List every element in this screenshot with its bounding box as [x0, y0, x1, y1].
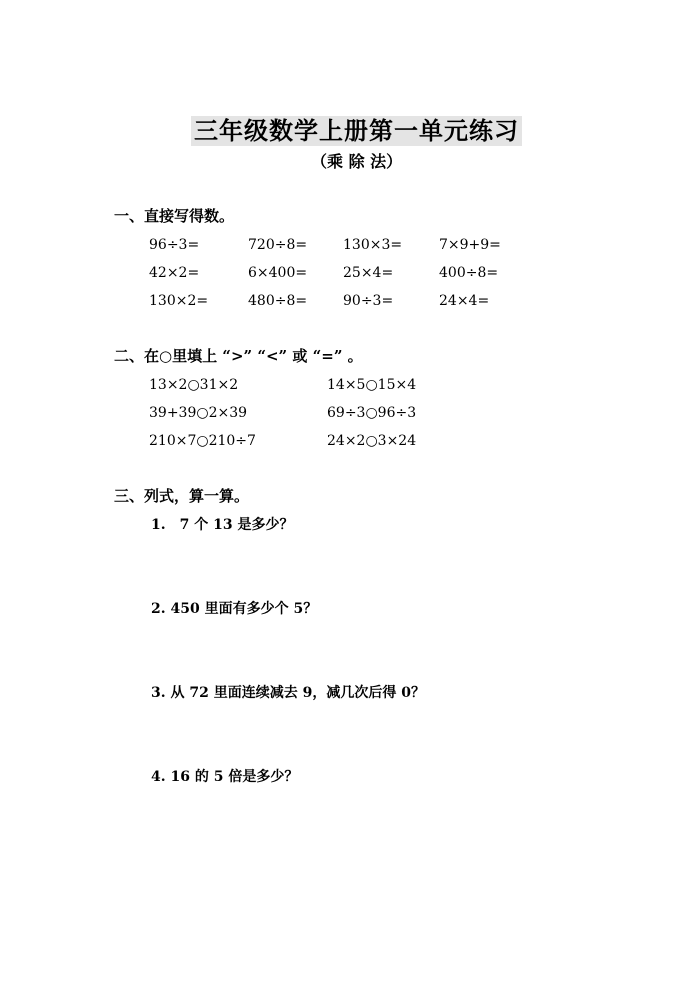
compare-item: 14×5○15×4 — [327, 377, 417, 393]
compare-item: 210×7○210÷7 — [149, 433, 256, 449]
calc-item: 720÷8= — [248, 237, 308, 253]
calc-item: 96÷3= — [149, 237, 200, 253]
calc-item: 400÷8= — [439, 265, 499, 281]
calc-item: 24×4= — [439, 293, 490, 309]
calc-item: 480÷8= — [248, 293, 308, 309]
calc-item: 25×4= — [343, 265, 394, 281]
section-3-heading: 三、列式，算一算。 — [114, 487, 250, 505]
word-problem-1: 1. 7 个 13 是多少？ — [151, 517, 294, 533]
compare-item: 13×2○31×2 — [149, 377, 239, 393]
word-problem-4: 4. 16 的 5 倍是多少？ — [151, 769, 299, 785]
section-1-heading: 一、直接写得数。 — [114, 207, 235, 225]
calc-item: 90÷3= — [343, 293, 394, 309]
page-subtitle: （乘 除 法） — [311, 152, 403, 171]
calc-item: 130×3= — [343, 237, 403, 253]
word-problem-3: 3. 从 72 里面连续减去 9，减几次后得 0？ — [151, 685, 425, 701]
compare-item: 24×2○3×24 — [327, 433, 417, 449]
calc-item: 6×400= — [248, 265, 308, 281]
page-title: 三年级数学上册第一单元练习 — [191, 116, 522, 146]
calc-item: 130×2= — [149, 293, 209, 309]
calc-item: 42×2= — [149, 265, 200, 281]
compare-item: 69÷3○96÷3 — [327, 405, 417, 421]
word-problem-2: 2. 450 里面有多少个 5？ — [151, 601, 318, 617]
calc-item: 7×9+9= — [439, 237, 501, 253]
section-2-heading: 二、在○里填上 “>” “<” 或 “=” 。 — [114, 347, 363, 365]
compare-item: 39+39○2×39 — [149, 405, 248, 421]
